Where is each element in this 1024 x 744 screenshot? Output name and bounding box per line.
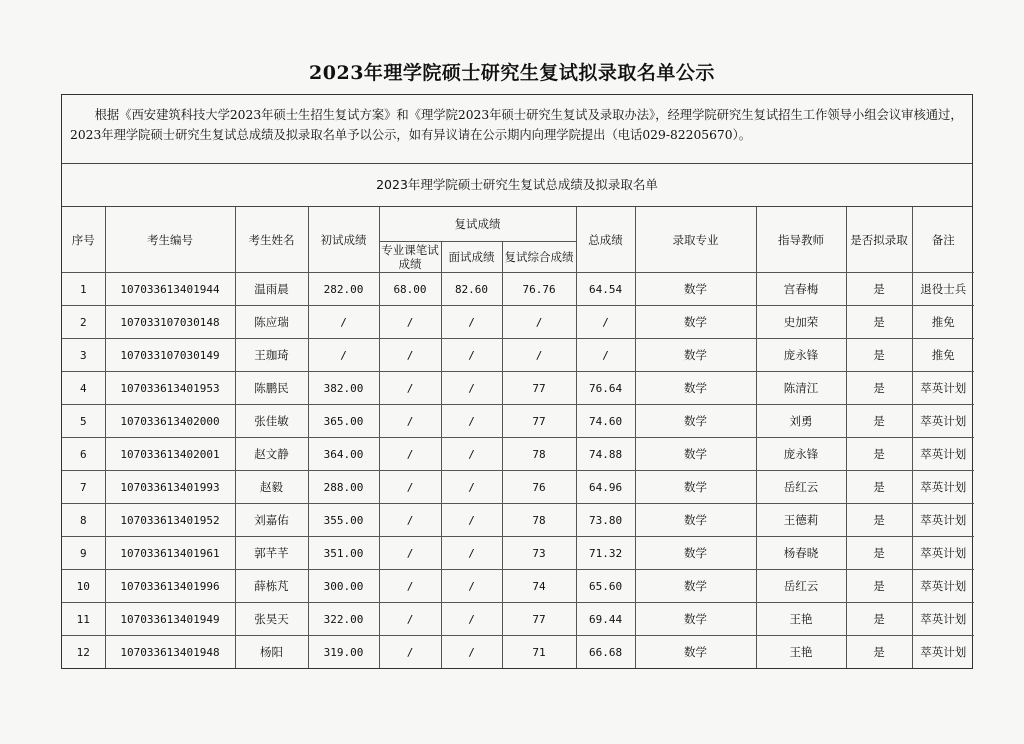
cell-admit: 是 — [846, 504, 912, 537]
table-title: 2023年理学院硕士研究生复试总成绩及拟录取名单 — [62, 164, 972, 207]
cell-composite: 78 — [502, 438, 576, 471]
cell-interview: / — [441, 603, 502, 636]
cell-remark: 萃英计划 — [912, 603, 974, 636]
cell-remark: 萃英计划 — [912, 570, 974, 603]
cell-prelim: 382.00 — [308, 372, 379, 405]
cell-prelim: 364.00 — [308, 438, 379, 471]
admission-table — [62, 207, 974, 668]
cell-seq: 10 — [62, 570, 105, 603]
cell-prelim: / — [308, 339, 379, 372]
table-row — [62, 405, 974, 438]
table-row — [62, 339, 974, 372]
cell-exam-id: 107033613402001 — [105, 438, 235, 471]
header-retest: 复试成绩 — [379, 207, 576, 242]
header-seq: 序号 — [62, 207, 105, 273]
cell-remark: 萃英计划 — [912, 636, 974, 669]
cell-admit: 是 — [846, 306, 912, 339]
cell-major: 数学 — [635, 405, 756, 438]
cell-seq: 2 — [62, 306, 105, 339]
cell-total: / — [576, 306, 635, 339]
header-interview: 面试成绩 — [441, 242, 502, 273]
header-admit: 是否拟录取 — [846, 207, 912, 273]
cell-interview: / — [441, 471, 502, 504]
cell-admit: 是 — [846, 603, 912, 636]
cell-total: 73.80 — [576, 504, 635, 537]
cell-major: 数学 — [635, 438, 756, 471]
cell-admit: 是 — [846, 570, 912, 603]
cell-advisor: 王艳 — [756, 636, 846, 669]
cell-seq: 12 — [62, 636, 105, 669]
cell-remark: 萃英计划 — [912, 372, 974, 405]
cell-major: 数学 — [635, 537, 756, 570]
cell-remark: 萃英计划 — [912, 438, 974, 471]
cell-advisor: 刘勇 — [756, 405, 846, 438]
page-title: 2023年理学院硕士研究生复试拟录取名单公示 — [309, 62, 715, 84]
cell-written: / — [379, 438, 441, 471]
cell-seq: 3 — [62, 339, 105, 372]
cell-name: 薛栋芃 — [235, 570, 308, 603]
cell-admit: 是 — [846, 438, 912, 471]
table-row — [62, 306, 974, 339]
cell-exam-id: 107033613401993 — [105, 471, 235, 504]
cell-written: / — [379, 306, 441, 339]
cell-total: / — [576, 339, 635, 372]
cell-remark: 萃英计划 — [912, 471, 974, 504]
cell-interview: / — [441, 438, 502, 471]
cell-remark: 推免 — [912, 306, 974, 339]
cell-remark: 萃英计划 — [912, 504, 974, 537]
cell-admit: 是 — [846, 372, 912, 405]
cell-total: 71.32 — [576, 537, 635, 570]
header-advisor: 指导教师 — [756, 207, 846, 273]
cell-name: 赵毅 — [235, 471, 308, 504]
header-name: 考生姓名 — [235, 207, 308, 273]
table-row — [62, 372, 974, 405]
cell-written: / — [379, 570, 441, 603]
cell-interview: / — [441, 339, 502, 372]
table-row — [62, 273, 974, 306]
cell-major: 数学 — [635, 471, 756, 504]
cell-prelim: 355.00 — [308, 504, 379, 537]
cell-written: / — [379, 504, 441, 537]
cell-advisor: 岳红云 — [756, 471, 846, 504]
cell-seq: 4 — [62, 372, 105, 405]
cell-name: 张昊天 — [235, 603, 308, 636]
cell-total: 64.96 — [576, 471, 635, 504]
cell-interview: / — [441, 504, 502, 537]
cell-major: 数学 — [635, 603, 756, 636]
cell-remark: 推免 — [912, 339, 974, 372]
cell-major: 数学 — [635, 372, 756, 405]
cell-total: 76.64 — [576, 372, 635, 405]
cell-interview: / — [441, 537, 502, 570]
header-exam-id: 考生编号 — [105, 207, 235, 273]
cell-interview: / — [441, 306, 502, 339]
cell-exam-id: 107033613401949 — [105, 603, 235, 636]
table-row — [62, 570, 974, 603]
cell-total: 64.54 — [576, 273, 635, 306]
table-body — [62, 273, 974, 669]
cell-prelim: 319.00 — [308, 636, 379, 669]
cell-total: 69.44 — [576, 603, 635, 636]
cell-written: 68.00 — [379, 273, 441, 306]
cell-major: 数学 — [635, 570, 756, 603]
cell-interview: / — [441, 405, 502, 438]
cell-prelim: 365.00 — [308, 405, 379, 438]
cell-advisor: 陈清江 — [756, 372, 846, 405]
cell-composite: 76 — [502, 471, 576, 504]
cell-seq: 11 — [62, 603, 105, 636]
cell-interview: / — [441, 636, 502, 669]
cell-prelim: 282.00 — [308, 273, 379, 306]
cell-admit: 是 — [846, 339, 912, 372]
cell-exam-id: 107033613401952 — [105, 504, 235, 537]
header-major: 录取专业 — [635, 207, 756, 273]
cell-prelim: 322.00 — [308, 603, 379, 636]
cell-composite: 73 — [502, 537, 576, 570]
cell-composite: 77 — [502, 405, 576, 438]
cell-advisor: 岳红云 — [756, 570, 846, 603]
cell-prelim: 300.00 — [308, 570, 379, 603]
cell-remark: 萃英计划 — [912, 537, 974, 570]
cell-seq: 8 — [62, 504, 105, 537]
cell-written: / — [379, 603, 441, 636]
cell-admit: 是 — [846, 405, 912, 438]
notice-paragraph: 根据《西安建筑科技大学2023年硕士生招生复试方案》和《理学院2023年硕士研究生复试及录取办法》，经理学院研究生复试招生工作领导小组会议审核通过，2023年理学院硕士研究生复试总成绩及拟录取名单予以公示，如有异议请在公示期内向理学院提出（电话029-82205670）。 — [62, 95, 972, 164]
cell-advisor: 王艳 — [756, 603, 846, 636]
cell-major: 数学 — [635, 339, 756, 372]
header-composite: 复试综合成绩 — [502, 242, 576, 273]
cell-name: 陈鹏民 — [235, 372, 308, 405]
cell-exam-id: 107033613401953 — [105, 372, 235, 405]
cell-exam-id: 107033107030149 — [105, 339, 235, 372]
table-row — [62, 603, 974, 636]
cell-written: / — [379, 339, 441, 372]
cell-written: / — [379, 372, 441, 405]
cell-seq: 5 — [62, 405, 105, 438]
cell-composite: 78 — [502, 504, 576, 537]
cell-composite: 74 — [502, 570, 576, 603]
header-prelim: 初试成绩 — [308, 207, 379, 273]
cell-seq: 9 — [62, 537, 105, 570]
cell-name: 温雨晨 — [235, 273, 308, 306]
header-remark: 备注 — [912, 207, 974, 273]
table-row — [62, 636, 974, 669]
cell-seq: 1 — [62, 273, 105, 306]
table-row — [62, 537, 974, 570]
cell-written: / — [379, 405, 441, 438]
cell-name: 刘嘉佑 — [235, 504, 308, 537]
cell-exam-id: 107033613401944 — [105, 273, 235, 306]
cell-exam-id: 107033107030148 — [105, 306, 235, 339]
cell-admit: 是 — [846, 471, 912, 504]
cell-total: 65.60 — [576, 570, 635, 603]
cell-exam-id: 107033613401948 — [105, 636, 235, 669]
cell-written: / — [379, 537, 441, 570]
cell-total: 66.68 — [576, 636, 635, 669]
cell-remark: 萃英计划 — [912, 405, 974, 438]
cell-name: 杨阳 — [235, 636, 308, 669]
cell-interview: / — [441, 570, 502, 603]
cell-seq: 6 — [62, 438, 105, 471]
cell-major: 数学 — [635, 504, 756, 537]
cell-admit: 是 — [846, 537, 912, 570]
cell-name: 郭芊芊 — [235, 537, 308, 570]
document-frame — [61, 94, 973, 669]
cell-name: 张佳敏 — [235, 405, 308, 438]
cell-composite: 77 — [502, 603, 576, 636]
cell-interview: 82.60 — [441, 273, 502, 306]
cell-composite: 76.76 — [502, 273, 576, 306]
cell-exam-id: 107033613401961 — [105, 537, 235, 570]
cell-prelim: 351.00 — [308, 537, 379, 570]
table-row — [62, 471, 974, 504]
cell-composite: 71 — [502, 636, 576, 669]
cell-advisor: 王德莉 — [756, 504, 846, 537]
cell-name: 陈应瑞 — [235, 306, 308, 339]
cell-major: 数学 — [635, 306, 756, 339]
cell-composite: / — [502, 306, 576, 339]
cell-remark: 退役士兵 — [912, 273, 974, 306]
cell-prelim: / — [308, 306, 379, 339]
table-row — [62, 504, 974, 537]
cell-admit: 是 — [846, 636, 912, 669]
cell-exam-id: 107033613401996 — [105, 570, 235, 603]
cell-composite: / — [502, 339, 576, 372]
cell-composite: 77 — [502, 372, 576, 405]
cell-advisor: 庞永锋 — [756, 339, 846, 372]
cell-advisor: 宫春梅 — [756, 273, 846, 306]
cell-exam-id: 107033613402000 — [105, 405, 235, 438]
header-total: 总成绩 — [576, 207, 635, 273]
cell-written: / — [379, 636, 441, 669]
cell-interview: / — [441, 372, 502, 405]
cell-advisor: 杨春晓 — [756, 537, 846, 570]
cell-total: 74.88 — [576, 438, 635, 471]
cell-major: 数学 — [635, 273, 756, 306]
cell-name: 赵文静 — [235, 438, 308, 471]
cell-major: 数学 — [635, 636, 756, 669]
table-row — [62, 438, 974, 471]
cell-advisor: 史加荣 — [756, 306, 846, 339]
cell-admit: 是 — [846, 273, 912, 306]
cell-name: 王珈琦 — [235, 339, 308, 372]
cell-prelim: 288.00 — [308, 471, 379, 504]
cell-written: / — [379, 471, 441, 504]
cell-total: 74.60 — [576, 405, 635, 438]
cell-advisor: 庞永锋 — [756, 438, 846, 471]
header-written: 专业课笔试成绩 — [379, 242, 441, 273]
cell-seq: 7 — [62, 471, 105, 504]
